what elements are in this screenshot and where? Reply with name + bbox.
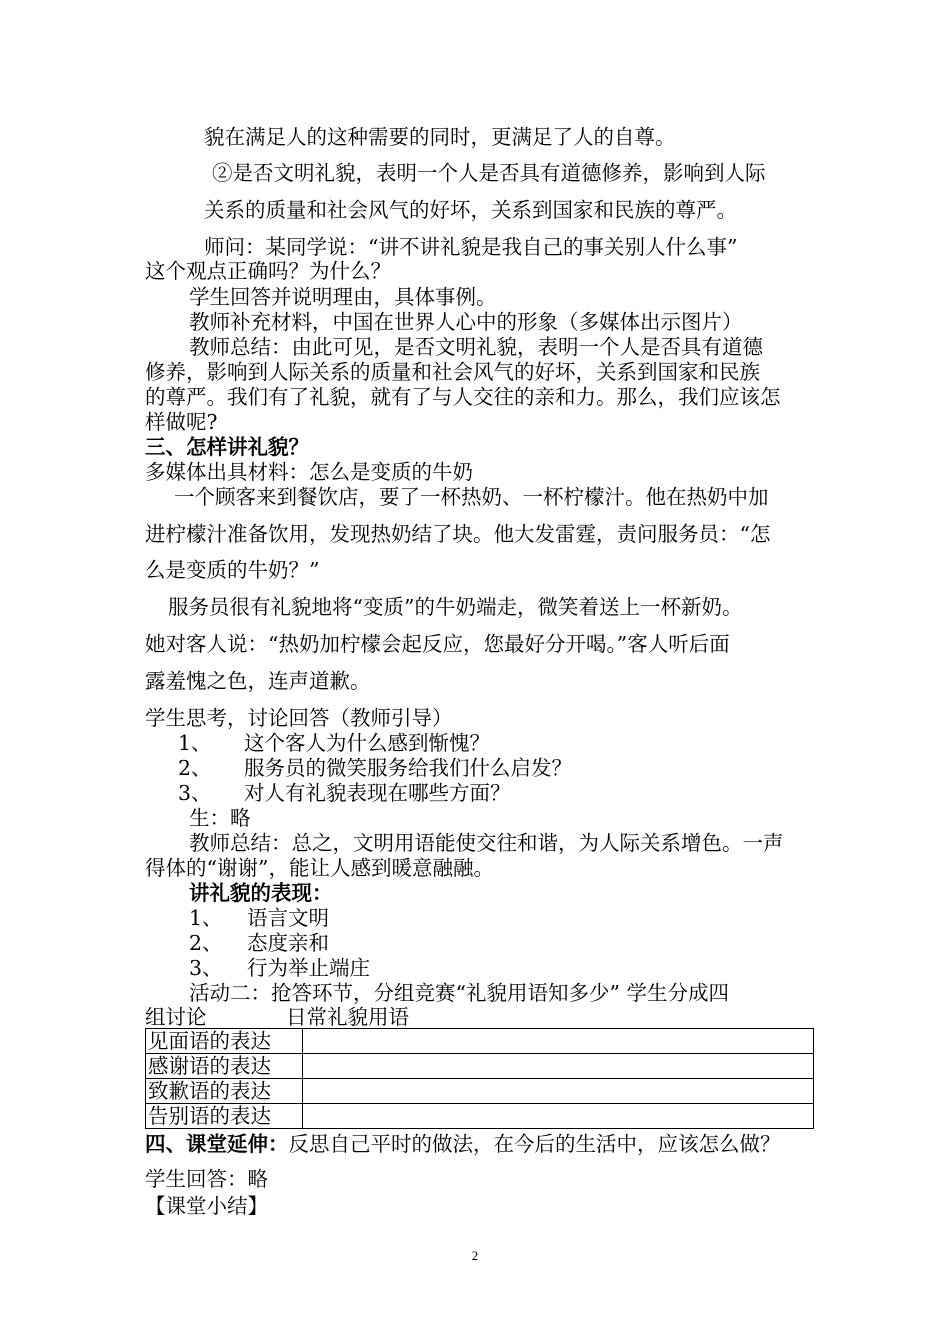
story-line: 服务员很有礼貌地将“变质”的牛奶端走，微笑着送上一杯新奶。 [168, 595, 743, 619]
table-cell: 见面语的表达 [146, 1029, 303, 1054]
question-text: 对人有礼貌表现在哪些方面？ [244, 781, 511, 805]
courtesy-expressions-table [145, 1028, 814, 1129]
paragraph-line: 样做呢? [145, 410, 218, 434]
empty-answer-cell [303, 1029, 814, 1054]
empty-answer-cell [303, 1079, 814, 1104]
table-caption: 日常礼貌用语 [286, 1005, 409, 1029]
question-text: 这个客人为什么感到惭愧？ [244, 731, 490, 755]
section-heading: 四、课堂延伸： [145, 1132, 289, 1156]
table-row [146, 1079, 814, 1104]
paragraph-line: 这个观点正确吗？为什么？ [145, 259, 391, 283]
paragraph-line: 活动二：抢答环节，分组竞赛“礼貌用语知多少” 学生分成四 [189, 981, 729, 1005]
question-text: 服务员的微笑服务给我们什么启发？ [244, 756, 572, 780]
story-line: 么是变质的牛奶？” [145, 558, 320, 582]
story-line: 进柠檬汁准备饮用，发现热奶结了块。他大发雷霆，责问服务员：“怎 [145, 522, 771, 546]
manifestation-number: 2、 [189, 931, 223, 955]
table-cell: 致歉语的表达 [146, 1079, 303, 1104]
paragraph-line: 关系的质量和社会风气的好坏，关系到国家和民族的尊严。 [204, 198, 737, 222]
paragraph-line: 修养，影响到人际关系的质量和社会风气的好坏，关系到国家和民族 [145, 360, 760, 384]
story-line: 露羞愧之色，连声道歉。 [145, 669, 371, 693]
paragraph-line: 学生思考，讨论回答（教师引导） [145, 706, 453, 730]
paragraph-line: 教师总结：总之，文明用语能使交往和谐，为人际关系增色。一声 [189, 831, 784, 855]
paragraph-line: ②是否文明礼貌，表明一个人是否具有道德修养，影响到人际 [212, 161, 766, 185]
manifestation-number: 3、 [189, 956, 223, 980]
table-row [146, 1029, 814, 1054]
empty-answer-cell [303, 1104, 814, 1129]
subheading: 讲礼貌的表现： [189, 881, 333, 905]
story-line: 她对客人说：“热奶加柠檬会起反应，您最好分开喝。”客人听后面 [145, 632, 730, 656]
story-line: 一个顾客来到餐饮店，要了一杯热奶、一杯柠檬汁。他在热奶中加 [174, 485, 769, 509]
paragraph-line: 教师补充材料，中国在世界人心中的形象（多媒体出示图片） [189, 310, 743, 334]
table-cell: 告别语的表达 [146, 1104, 303, 1129]
paragraph-line: 组讨论 [145, 1005, 207, 1029]
section-4-line [145, 1131, 781, 1157]
manifestation-text: 行为举止端庄 [247, 956, 370, 980]
section-text: 反思自己平时的做法，在今后的生活中，应该怎么做？ [288, 1132, 781, 1156]
section-heading: 三、怎样讲礼貌？ [145, 435, 309, 459]
empty-answer-cell [303, 1054, 814, 1079]
table-row [146, 1104, 814, 1129]
table-row [146, 1054, 814, 1079]
manifestation-text: 语言文明 [247, 906, 329, 930]
paragraph-line: 生：略 [189, 806, 251, 830]
manifestation-text: 态度亲和 [247, 931, 329, 955]
paragraph-line: 师问：某同学说：“讲不讲礼貌是我自己的事关别人什么事” [204, 235, 738, 259]
paragraph-line: 得体的“谢谢”，能让人感到暖意融融。 [145, 856, 494, 880]
paragraph-line: 的尊严。我们有了礼貌，就有了与人交往的亲和力。那么，我们应该怎 [145, 385, 781, 409]
question-number: 1、 [178, 731, 212, 755]
paragraph-line: 貌在满足人的这种需要的同时，更满足了人的自尊。 [204, 125, 676, 149]
paragraph-line: 学生回答：略 [145, 1167, 268, 1191]
question-number: 2、 [178, 756, 212, 780]
paragraph-line: 多媒体出具材料：怎么是变质的牛奶 [145, 460, 473, 484]
table-cell: 感谢语的表达 [146, 1054, 303, 1079]
section-heading: 【课堂小结】 [145, 1194, 268, 1218]
question-number: 3、 [178, 781, 212, 805]
paragraph-line: 教师总结：由此可见，是否文明礼貌，表明一个人是否具有道德 [189, 335, 763, 359]
page-number: 2 [471, 1248, 479, 1263]
paragraph-line: 学生回答并说明理由，具体事例。 [189, 285, 497, 309]
manifestation-number: 1、 [189, 906, 223, 930]
